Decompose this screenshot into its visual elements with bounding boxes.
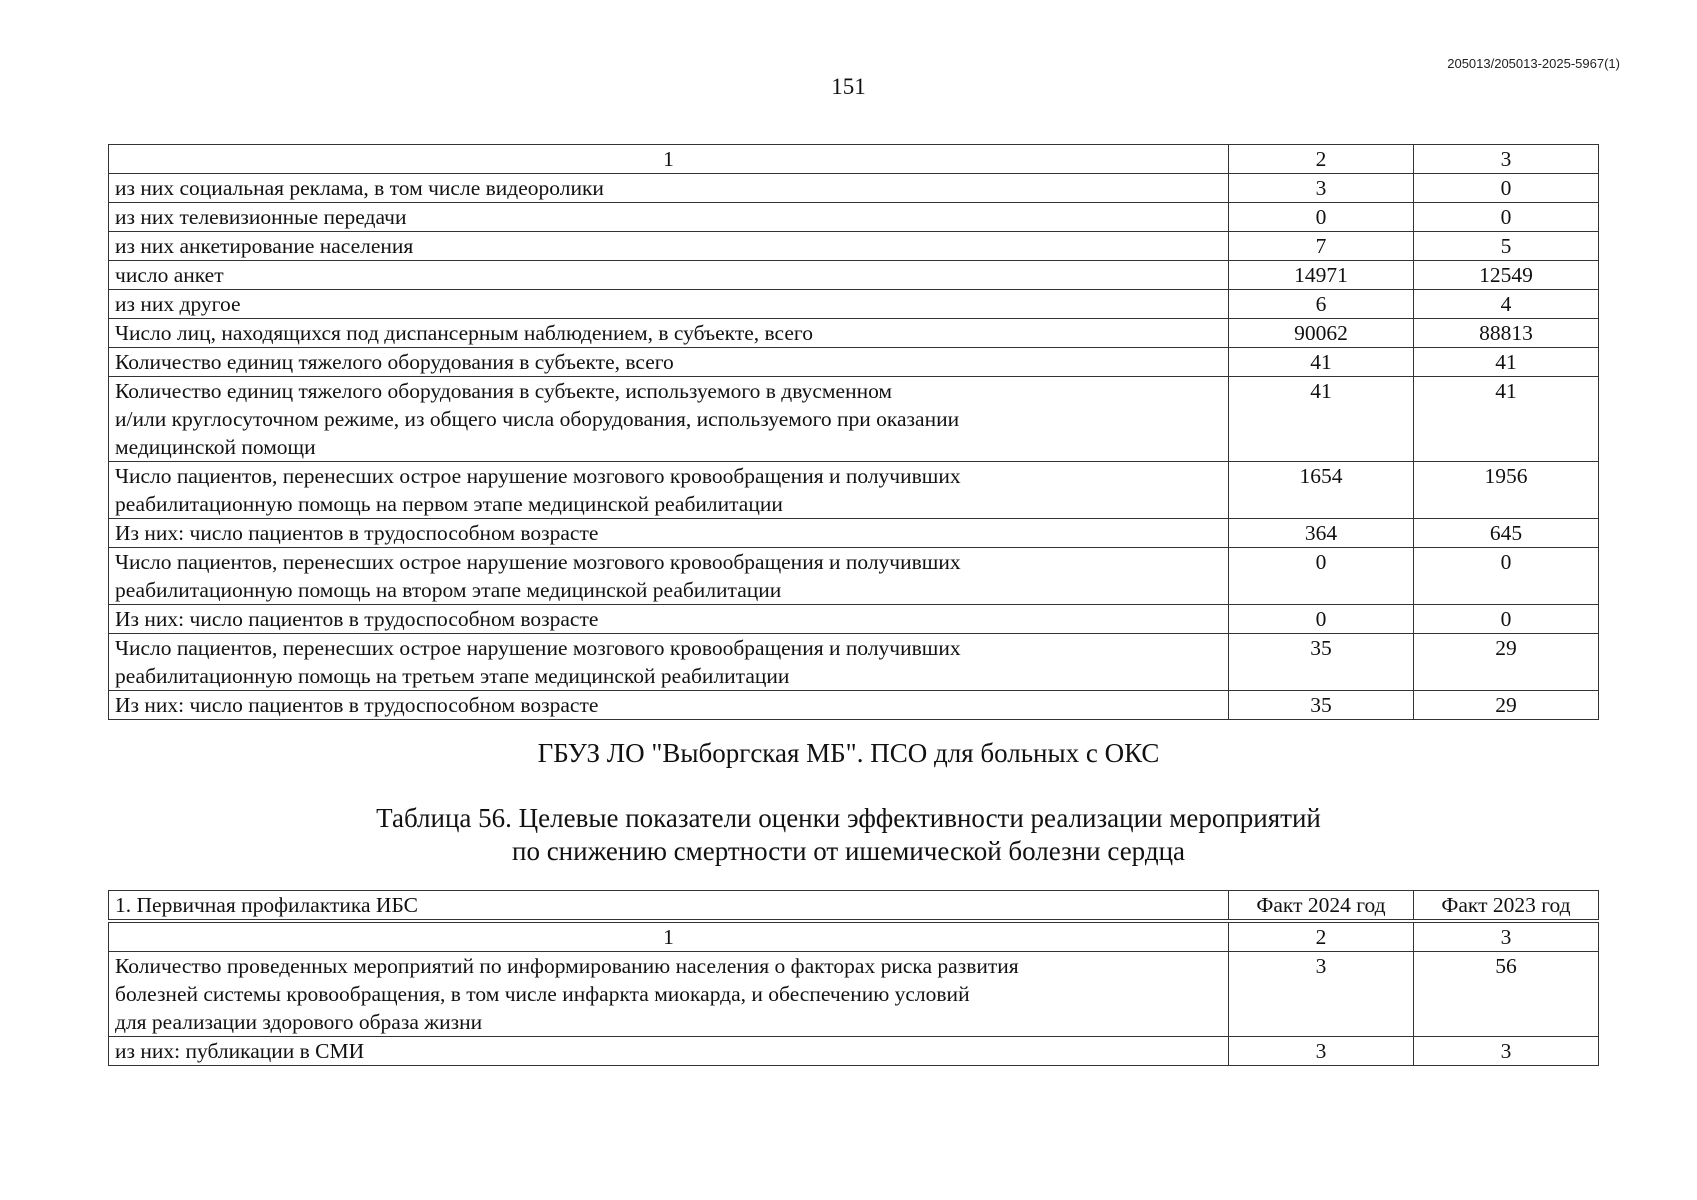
indicator-label: число анкет [109, 261, 1229, 290]
primary-prevention-table [108, 922, 1599, 1066]
header-col-3: 3 [1414, 923, 1599, 952]
indicator-label: из них телевизионные передачи [109, 203, 1229, 232]
header-col-3: 3 [1414, 145, 1599, 174]
table-row [109, 462, 1599, 519]
section-title-cell: 1. Первичная профилактика ИБС [109, 891, 1229, 920]
section-heading: ГБУЗ ЛО "Выборгская МБ". ПСО для больных с ОКС [537, 738, 1160, 768]
value-2023: 0 [1414, 174, 1599, 203]
indicator-label: Число лиц, находящихся под диспансерным наблюдением, в субъекте, всего [109, 319, 1229, 348]
value-2024: 3 [1229, 952, 1414, 1037]
value-2023: 1956 [1414, 462, 1599, 519]
value-2023: 41 [1414, 348, 1599, 377]
primary-prevention-title-table [108, 890, 1599, 920]
table-row [109, 261, 1599, 290]
indicator-label: Количество единиц тяжелого оборудования в субъекте, всего [109, 348, 1229, 377]
value-2023: 0 [1414, 203, 1599, 232]
table-caption-line: Таблица 56. Целевые показатели оценки эффективности реализации мероприятий [376, 803, 1321, 833]
header-col-2: 2 [1229, 145, 1414, 174]
value-2024: 3 [1229, 1037, 1414, 1066]
value-2023: 3 [1414, 1037, 1599, 1066]
value-2024: 1654 [1229, 462, 1414, 519]
value-2023: 88813 [1414, 319, 1599, 348]
table-row [109, 1037, 1599, 1066]
value-2023: 12549 [1414, 261, 1599, 290]
table-caption [0, 802, 1697, 868]
value-2024: 3 [1229, 174, 1414, 203]
table-row [109, 691, 1599, 720]
indicator-label: Число пациентов, перенесших острое нарушение мозгового кровообращения и получивших реабилитационную помощь на втором этапе медицинской реабилитации [109, 548, 1229, 605]
value-2024: 35 [1229, 691, 1414, 720]
value-2024: 0 [1229, 605, 1414, 634]
indicator-label: Число пациентов, перенесших острое нарушение мозгового кровообращения и получивших реабилитационную помощь на третьем этапе медицинской реабилитации [109, 634, 1229, 691]
value-2024: 0 [1229, 203, 1414, 232]
indicator-label: Число пациентов, перенесших острое нарушение мозгового кровообращения и получивших реабилитационную помощь на первом этапе медицинской реабилитации [109, 462, 1229, 519]
value-2023: 0 [1414, 548, 1599, 605]
table-row [109, 377, 1599, 462]
indicators-table-continued [108, 144, 1599, 720]
value-2023: 56 [1414, 952, 1599, 1037]
fact-2023-header: Факт 2023 год [1414, 891, 1599, 920]
indicator-label: Из них: число пациентов в трудоспособном возрасте [109, 691, 1229, 720]
value-2023: 41 [1414, 377, 1599, 462]
value-2023: 5 [1414, 232, 1599, 261]
value-2023: 4 [1414, 290, 1599, 319]
header-col-2: 2 [1229, 923, 1414, 952]
table-row [109, 232, 1599, 261]
table-row [109, 290, 1599, 319]
table-header-row [109, 923, 1599, 952]
table-row [109, 519, 1599, 548]
value-2023: 29 [1414, 634, 1599, 691]
table-row [109, 319, 1599, 348]
table-row [109, 634, 1599, 691]
value-2024: 90062 [1229, 319, 1414, 348]
table-row [109, 952, 1599, 1037]
value-2024: 35 [1229, 634, 1414, 691]
indicator-label: из них: публикации в СМИ [109, 1037, 1229, 1066]
value-2024: 41 [1229, 348, 1414, 377]
value-2023: 645 [1414, 519, 1599, 548]
value-2024: 7 [1229, 232, 1414, 261]
table-row [109, 348, 1599, 377]
value-2024: 0 [1229, 548, 1414, 605]
value-2023: 29 [1414, 691, 1599, 720]
page-number: 151 [831, 74, 866, 99]
document-id: 205013/205013-2025-5967(1) [1447, 56, 1620, 71]
value-2024: 364 [1229, 519, 1414, 548]
indicator-label: Из них: число пациентов в трудоспособном возрасте [109, 605, 1229, 634]
value-2023: 0 [1414, 605, 1599, 634]
table-row [109, 548, 1599, 605]
header-col-1: 1 [109, 923, 1229, 952]
indicator-label: Из них: число пациентов в трудоспособном возрасте [109, 519, 1229, 548]
table-header-row [109, 145, 1599, 174]
indicator-label: Количество единиц тяжелого оборудования в субъекте, используемого в двусменном и/или круглосуточном режиме, из общего числа оборудования, используемого при оказании медицинской помощи [109, 377, 1229, 462]
header-col-1: 1 [109, 145, 1229, 174]
table-title-row [109, 891, 1599, 920]
value-2024: 14971 [1229, 261, 1414, 290]
table-row [109, 605, 1599, 634]
table-row [109, 203, 1599, 232]
indicator-label: из них социальная реклама, в том числе видеоролики [109, 174, 1229, 203]
indicator-label: из них другое [109, 290, 1229, 319]
table-row [109, 174, 1599, 203]
value-2024: 41 [1229, 377, 1414, 462]
value-2024: 6 [1229, 290, 1414, 319]
indicator-label: Количество проведенных мероприятий по информированию населения о факторах риска развития болезней системы кровообращения, в том числе инфаркта миокарда, и обеспечению условий для реализации здорового образа жизни [109, 952, 1229, 1037]
table-caption-line: по снижению смертности от ишемической болезни сердца [512, 836, 1185, 866]
fact-2024-header: Факт 2024 год [1229, 891, 1414, 920]
indicator-label: из них анкетирование населения [109, 232, 1229, 261]
